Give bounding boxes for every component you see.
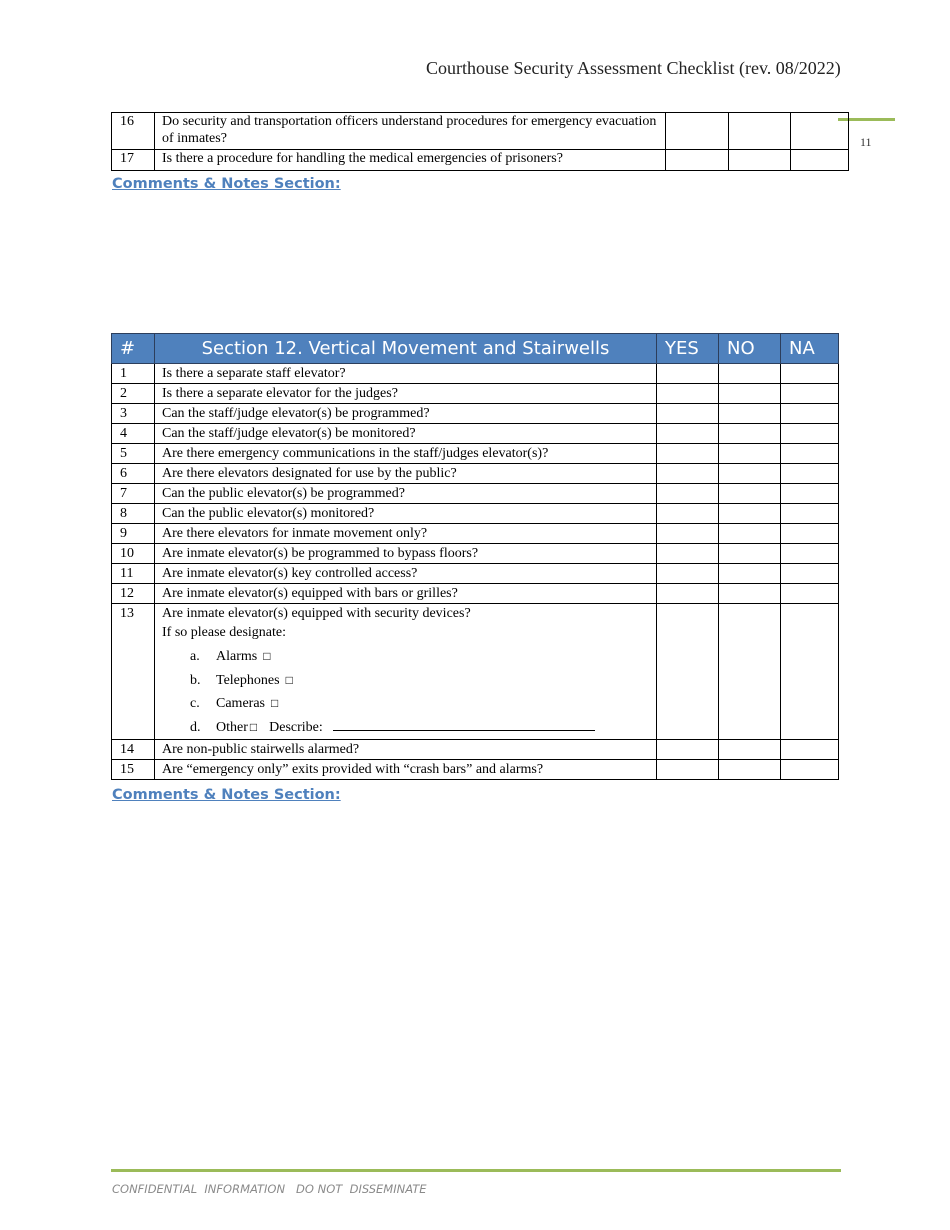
page-number: 11: [860, 135, 872, 149]
question-text: Are non-public stairwells alarmed?: [155, 740, 657, 760]
question-text: Are inmate elevator(s) equipped with security devices?: [162, 606, 471, 621]
answer-cell-na[interactable]: [781, 524, 839, 544]
row-number: 16: [112, 113, 155, 150]
answer-cell-no[interactable]: [719, 404, 781, 424]
designate-prompt: If so please designate:: [162, 625, 287, 640]
table-row: [112, 584, 839, 604]
answer-cell-no[interactable]: [719, 584, 781, 604]
row-number: 9: [112, 524, 155, 544]
row-number: 5: [112, 444, 155, 464]
answer-cell-na[interactable]: [781, 740, 839, 760]
previous-section-table: [111, 112, 849, 171]
answer-cell-yes[interactable]: [657, 504, 719, 524]
row-number: 8: [112, 504, 155, 524]
table-row: [112, 524, 839, 544]
table-row: [112, 564, 839, 584]
question-text: Are inmate elevator(s) be programmed to bypass floors?: [155, 544, 657, 564]
confidential-footer: CONFIDENTIAL INFORMATION DO NOT DISSEMINATE: [112, 1182, 427, 1196]
question-text: Can the staff/judge elevator(s) be monitored?: [155, 424, 657, 444]
row-number: 11: [112, 564, 155, 584]
answer-cell-yes[interactable]: [657, 384, 719, 404]
table-row: [112, 484, 839, 504]
row-number: 17: [112, 150, 155, 171]
answer-cell-no[interactable]: [719, 364, 781, 384]
table-row: [112, 113, 849, 150]
answer-cell-na[interactable]: [781, 364, 839, 384]
checkbox[interactable]: □: [270, 696, 279, 710]
table-row: [112, 464, 839, 484]
option-letter: a.: [190, 649, 200, 664]
answer-cell-no[interactable]: [719, 760, 781, 780]
table-row: [112, 364, 839, 384]
answer-cell-yes[interactable]: [657, 404, 719, 424]
question-text: Are inmate elevator(s) equipped with bars or grilles?: [155, 584, 657, 604]
answer-cell-na[interactable]: [781, 484, 839, 504]
header-number: #: [112, 334, 155, 364]
option-cameras: [190, 692, 649, 716]
checkbox[interactable]: □: [263, 649, 271, 663]
table-row: [112, 424, 839, 444]
describe-input-line[interactable]: [333, 718, 595, 731]
answer-cell-yes[interactable]: [657, 524, 719, 544]
question-cell: [155, 604, 657, 740]
table-header-row: [112, 334, 839, 364]
answer-cell-yes[interactable]: [657, 604, 719, 740]
answer-cell-no[interactable]: [729, 113, 791, 150]
answer-cell-yes[interactable]: [666, 150, 729, 171]
comments-notes-heading: Comments & Notes Section:: [112, 787, 341, 803]
answer-cell-na[interactable]: [781, 584, 839, 604]
option-telephones: [190, 669, 649, 693]
question-text: Can the staff/judge elevator(s) be programmed?: [155, 404, 657, 424]
section-12-table: [111, 333, 839, 780]
table-row: [112, 740, 839, 760]
answer-cell-na[interactable]: [791, 113, 849, 150]
row-number: 15: [112, 760, 155, 780]
question-text: Are “emergency only” exits provided with “crash bars” and alarms?: [155, 760, 657, 780]
option-label: Other: [216, 719, 248, 735]
answer-cell-na[interactable]: [781, 384, 839, 404]
question-text: Is there a separate staff elevator?: [155, 364, 657, 384]
table-row: [112, 150, 849, 171]
answer-cell-no[interactable]: [719, 464, 781, 484]
question-text: Can the public elevator(s) be programmed?: [155, 484, 657, 504]
question-text: Are inmate elevator(s) key controlled access?: [155, 564, 657, 584]
table-row: [112, 384, 839, 404]
answer-cell-yes[interactable]: [657, 564, 719, 584]
footer-accent-rule: [111, 1169, 841, 1172]
question-text: Is there a separate elevator for the judges?: [155, 384, 657, 404]
document-title: Courthouse Security Assessment Checklist (rev. 08/2022): [426, 58, 841, 78]
answer-cell-yes[interactable]: [657, 424, 719, 444]
header-no: NO: [719, 334, 781, 364]
row-number: 6: [112, 464, 155, 484]
question-text: Are there emergency communications in the staff/judges elevator(s)?: [155, 444, 657, 464]
row-number: 14: [112, 740, 155, 760]
table-row: [112, 404, 839, 424]
header-yes: YES: [657, 334, 719, 364]
answer-cell-na[interactable]: [781, 464, 839, 484]
option-letter: b.: [190, 672, 201, 688]
option-alarms: [190, 645, 649, 669]
answer-cell-na[interactable]: [781, 504, 839, 524]
answer-cell-no[interactable]: [719, 604, 781, 740]
header-na: NA: [781, 334, 839, 364]
option-letter: c.: [190, 696, 200, 711]
answer-cell-na[interactable]: [781, 564, 839, 584]
row-number: 7: [112, 484, 155, 504]
table-row: [112, 444, 839, 464]
answer-cell-na[interactable]: [781, 424, 839, 444]
answer-cell-no[interactable]: [719, 384, 781, 404]
row-number: 10: [112, 544, 155, 564]
answer-cell-yes[interactable]: [657, 364, 719, 384]
row-number: 4: [112, 424, 155, 444]
answer-cell-no[interactable]: [719, 504, 781, 524]
answer-cell-yes[interactable]: [657, 740, 719, 760]
answer-cell-na[interactable]: [781, 760, 839, 780]
row-number: 12: [112, 584, 155, 604]
option-other: [190, 716, 649, 740]
answer-cell-no[interactable]: [729, 150, 791, 171]
answer-cell-no[interactable]: [719, 484, 781, 504]
table-row: [112, 760, 839, 780]
row-number: 1: [112, 364, 155, 384]
row-number: 2: [112, 384, 155, 404]
answer-cell-no[interactable]: [719, 740, 781, 760]
answer-cell-na[interactable]: [781, 444, 839, 464]
answer-cell-no[interactable]: [719, 544, 781, 564]
option-label: Cameras: [216, 696, 265, 711]
checkbox[interactable]: □: [285, 672, 293, 687]
answer-cell-na[interactable]: [791, 150, 849, 171]
answer-cell-yes[interactable]: [666, 113, 729, 150]
answer-cell-no[interactable]: [719, 564, 781, 584]
answer-cell-yes[interactable]: [657, 544, 719, 564]
answer-cell-no[interactable]: [719, 424, 781, 444]
answer-cell-no[interactable]: [719, 444, 781, 464]
question-text: Is there a procedure for handling the medical emergencies of prisoners?: [155, 150, 666, 171]
answer-cell-yes[interactable]: [657, 444, 719, 464]
question-text: Can the public elevator(s) monitored?: [155, 504, 657, 524]
question-text: Do security and transportation officers understand procedures for emergency evacuation of inmates?: [155, 113, 666, 150]
question-text: Are there elevators designated for use by the public?: [155, 464, 657, 484]
section-title: Section 12. Vertical Movement and Stairwells: [155, 334, 657, 364]
answer-cell-yes[interactable]: [657, 584, 719, 604]
answer-cell-no[interactable]: [719, 524, 781, 544]
describe-label: Describe:: [269, 719, 323, 735]
answer-cell-yes[interactable]: [657, 760, 719, 780]
answer-cell-yes[interactable]: [657, 464, 719, 484]
option-letter: d.: [190, 719, 201, 735]
table-row: [112, 544, 839, 564]
answer-cell-na[interactable]: [781, 604, 839, 740]
security-device-options: [190, 645, 649, 739]
row-number: 3: [112, 404, 155, 424]
answer-cell-na[interactable]: [781, 404, 839, 424]
answer-cell-yes[interactable]: [657, 484, 719, 504]
table-row: [112, 504, 839, 524]
row-number: 13: [112, 604, 155, 740]
answer-cell-na[interactable]: [781, 544, 839, 564]
option-label: Alarms: [216, 649, 258, 664]
option-label: Telephones: [216, 672, 280, 688]
checkbox[interactable]: □: [249, 719, 258, 734]
question-text: Are there elevators for inmate movement only?: [155, 524, 657, 544]
comments-notes-heading: Comments & Notes Section:: [112, 176, 341, 192]
table-row-13: [112, 604, 839, 740]
